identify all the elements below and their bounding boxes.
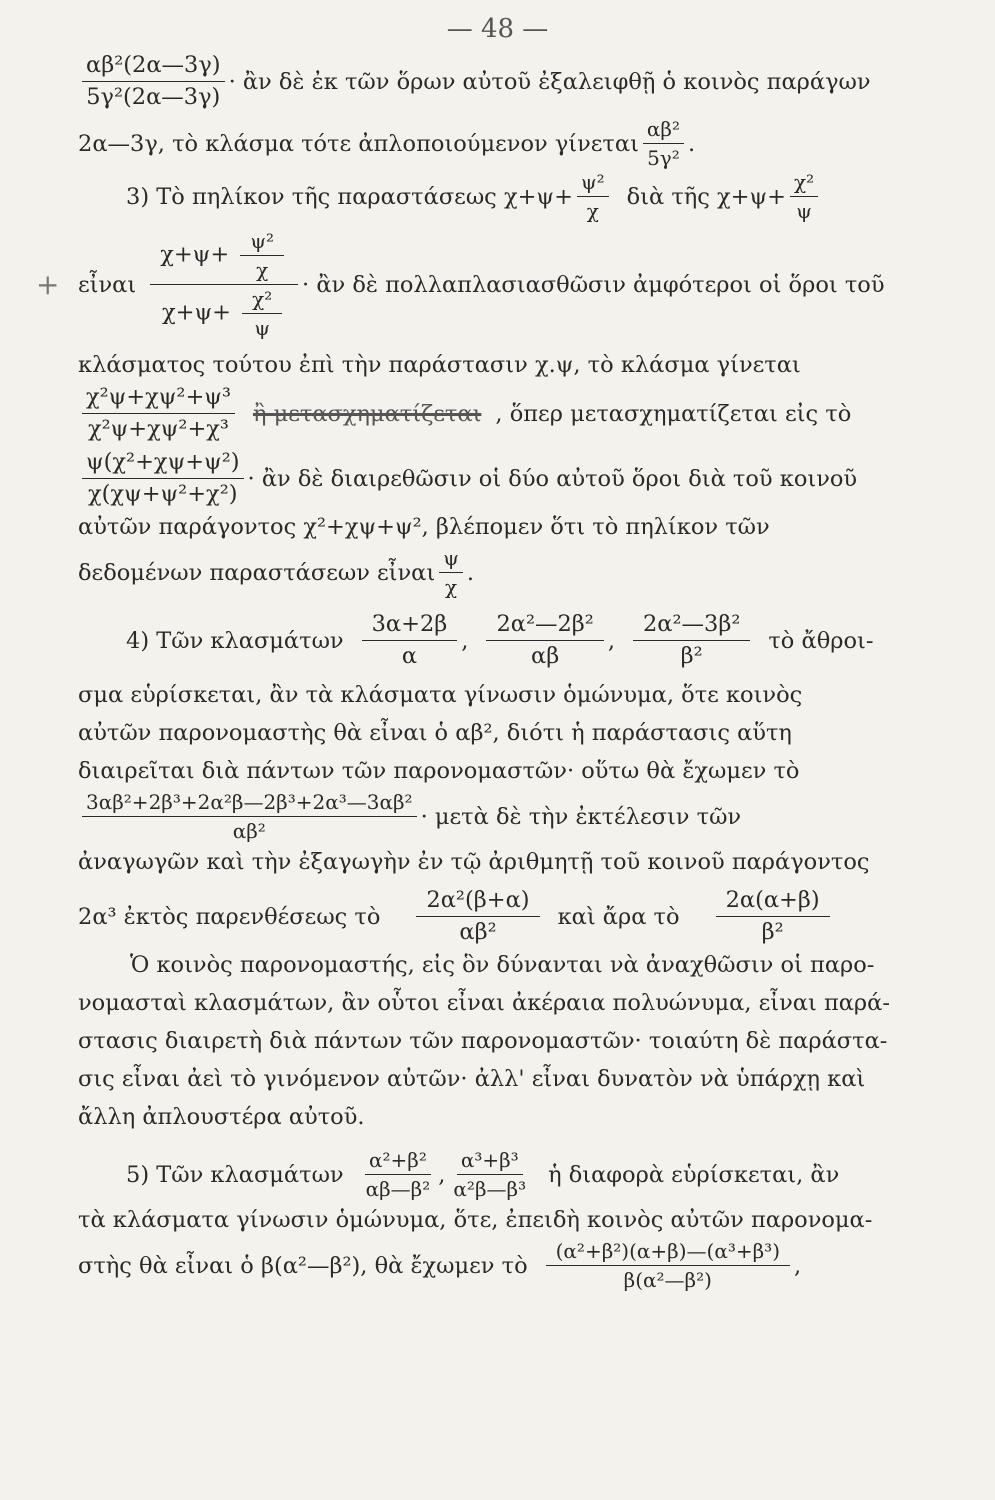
fraction-denominator: αβ—β² — [365, 1177, 431, 1201]
fraction-denominator: χ — [256, 258, 269, 282]
fraction — [240, 229, 284, 282]
fraction-numerator: χ²ψ+χψ²+ψ³ — [82, 384, 235, 414]
fraction-numerator: α³+β³ — [457, 1148, 523, 1175]
text-span: δεδομένων παραστάσεων εἶναι — [78, 559, 436, 586]
fraction-denominator: 5γ² — [647, 146, 680, 170]
text-line — [78, 346, 908, 384]
margin-cross-mark: + — [36, 268, 60, 301]
text-span: , ὅπερ μετασχηματίζεται εἰς τὸ — [495, 400, 852, 427]
text-span: στασις διαιρετὴ διὰ πάντων τῶν παρονομαστῶν· τοιαύτη δὲ παράστα- — [78, 1028, 888, 1054]
fraction — [82, 384, 235, 443]
fraction-numerator: 3α+2β — [362, 611, 458, 641]
fraction — [633, 611, 750, 670]
text-span: ἡ διαφορὰ εὑρίσκεται, ἂν — [548, 1161, 840, 1188]
fraction-denominator: αβ — [531, 643, 560, 669]
text-line — [78, 1098, 908, 1136]
page-number: — 48 — — [446, 14, 549, 44]
fraction-numerator: (α²+β²)(α+β)—(α³+β³) — [546, 1239, 790, 1266]
fraction-denominator — [152, 285, 296, 340]
fraction-numerator: χ² — [790, 170, 818, 197]
fraction-denominator: αβ² — [459, 919, 497, 945]
text-line — [78, 52, 908, 111]
text-line — [78, 546, 908, 599]
text-span: διὰ τῆς χ+ψ+ — [626, 183, 787, 210]
text-line — [78, 676, 908, 714]
fraction-numerator: ψ² — [240, 229, 284, 256]
fraction-denominator: 5γ²(2α—3γ) — [86, 84, 221, 110]
text-line — [78, 1239, 908, 1292]
text-span: . — [466, 559, 475, 586]
fraction — [82, 790, 417, 843]
text-span: τὸ ἄθροι- — [768, 627, 874, 654]
text-line — [78, 946, 908, 984]
text-line — [78, 508, 908, 546]
fraction-numerator: ψ — [439, 546, 463, 573]
text-span: , — [461, 627, 469, 654]
fraction-numerator: 2α²—2β² — [486, 611, 603, 641]
fraction — [577, 170, 609, 223]
fraction — [82, 449, 244, 508]
text-line — [78, 384, 908, 443]
text-span: αὐτῶν παράγοντος χ²+χψ+ψ², βλέπομεν ὅτι τὸ πηλίκον τῶν — [78, 514, 770, 540]
fraction-denominator: χ(χψ+ψ²+χ²) — [88, 481, 238, 507]
text-span: κλάσματος τούτου ἐπὶ τὴν παράστασιν χ.ψ, τὸ κλάσμα γίνεται — [78, 352, 801, 378]
text-span: · μετὰ δὲ τὴν ἐκτέλεσιν τῶν — [420, 803, 742, 830]
fraction-numerator: αβ²(2α—3γ) — [82, 52, 225, 82]
fraction — [362, 1148, 435, 1201]
fraction-denominator: ψ — [254, 316, 271, 340]
text-span: · ἂν δὲ διαιρεθῶσιν οἱ δύο αὐτοῦ ὅροι διὰ τοῦ κοινοῦ — [247, 465, 858, 492]
text-span: νομασταὶ κλασμάτων, ἂν οὗτοι εἶναι ἀκέραια πολυώνυμα, εἶναι παρά- — [78, 990, 890, 1016]
fraction-numerator: ψ² — [577, 170, 609, 197]
text-line — [78, 984, 908, 1022]
text-line — [78, 714, 908, 752]
text-span: αὐτῶν παρονομαστὴς θὰ εἶναι ὁ αβ², διότι ἡ παράστασις αὕτη — [78, 720, 792, 746]
text-line — [78, 1022, 908, 1060]
text-span: · ἂν δὲ πολλαπλασιασθῶσιν ἀμφότεροι οἱ ὅροι τοῦ — [302, 271, 885, 298]
fraction — [439, 546, 463, 599]
text-line — [78, 170, 908, 223]
fraction-numerator: α²+β² — [365, 1148, 431, 1175]
text-span: τὰ κλάσματα γίνωσιν ὁμώνυμα, ὅτε, ἐπειδὴ κοινὸς αὐτῶν παρονομα- — [78, 1207, 873, 1233]
text-span: ἄλλη ἀπλουστέρα αὐτοῦ. — [78, 1104, 365, 1130]
text-span: 2α—3γ, τὸ κλάσμα τότε ἀπλοποιούμενον γίνεται — [78, 130, 639, 157]
fraction-numerator: 2α²(β+α) — [416, 887, 539, 917]
text-span: εἶναι — [78, 271, 137, 298]
fraction-numerator: 2α²—3β² — [633, 611, 750, 641]
text-line — [78, 1201, 908, 1239]
text-span: καὶ ἄρα τὸ — [557, 903, 680, 930]
text-line — [78, 1060, 908, 1098]
text-span: σμα εὑρίσκεται, ἂν τὰ κλάσματα γίνωσιν ὁμώνυμα, ὅτε κοινὸς — [78, 682, 803, 708]
fraction — [416, 887, 539, 946]
text-span: · ἂν δὲ ἐκ τῶν ὅρων αὐτοῦ ἐξαλειφθῇ ὁ κοινὸς παράγων — [228, 68, 871, 95]
fraction-denominator: ψ — [796, 199, 812, 223]
text-line — [78, 843, 908, 881]
text-line — [78, 752, 908, 790]
text-span: 4) Τῶν κλασμάτων — [126, 627, 344, 654]
fraction-numerator: αβ² — [643, 117, 684, 144]
fraction — [546, 1239, 790, 1292]
text-span: , — [794, 1252, 802, 1279]
text-line — [78, 790, 908, 843]
text-span: 3) Τὸ πηλίκον τῆς παραστάσεως χ+ψ+ — [126, 183, 573, 210]
text-span: ἀναγωγῶν καὶ τὴν ἐξαγωγὴν ἐν τῷ ἀριθμητῇ τοῦ κοινοῦ παράγοντος — [78, 849, 870, 875]
text-line — [78, 887, 908, 946]
fraction-denominator: α — [401, 643, 418, 669]
fraction-numerator: 2α(α+β) — [716, 887, 830, 917]
text-line — [78, 229, 908, 340]
fraction-denominator: β² — [680, 643, 703, 669]
text-span: Ὁ κοινὸς παρονομαστής, εἰς ὃν δύνανται νὰ ἀναχθῶσιν οἱ παρο- — [130, 952, 875, 978]
fraction-numerator: χ² — [242, 287, 282, 314]
text-span: σις εἶναι ἀεὶ τὸ γινόμενον αὐτῶν· ἀλλ' εἶναι δυνατὸν νὰ ὑπάρχῃ καὶ — [78, 1066, 866, 1092]
fraction-numerator: ψ(χ²+χψ+ψ²) — [82, 449, 244, 479]
fraction — [643, 117, 684, 170]
text-span: χ+ψ+ — [161, 299, 231, 326]
text-span: 2α³ ἐκτὸς παρενθέσεως τὸ — [78, 903, 381, 930]
fraction — [486, 611, 603, 670]
text-span: χ+ψ+ — [160, 241, 230, 268]
text-line — [78, 1148, 908, 1201]
compound-fraction — [150, 229, 298, 340]
text-span: . — [687, 130, 696, 157]
fraction-denominator: χ — [444, 575, 458, 599]
fraction — [242, 287, 282, 340]
fraction-denominator: β(α²—β²) — [623, 1268, 712, 1292]
fraction — [449, 1148, 530, 1201]
fraction-denominator: χ²ψ+χψ²+χ³ — [88, 416, 229, 442]
text-span: , — [438, 1161, 446, 1188]
fraction-denominator: α²β—β³ — [453, 1177, 527, 1201]
fraction-numerator: 3αβ²+2β³+2α²β—2β³+2α³—3αβ² — [82, 790, 417, 817]
fraction-denominator: β² — [761, 919, 784, 945]
fraction — [82, 52, 225, 111]
fraction-denominator: χ — [586, 199, 599, 223]
text-span: διαιρεῖται διὰ πάντων τῶν παρονομαστῶν· οὕτω θὰ ἔχωμεν τὸ — [78, 758, 800, 784]
fraction — [362, 611, 458, 670]
text-span: στὴς θὰ εἶναι ὁ β(α²—β²), θὰ ἔχωμεν τὸ — [78, 1252, 528, 1279]
struck-out-text: ἢ μετασχηματίζεται — [252, 400, 482, 427]
text-span: , — [607, 627, 615, 654]
text-line — [78, 449, 908, 508]
fraction-numerator — [150, 229, 298, 285]
text-span: 5) Τῶν κλασμάτων — [126, 1161, 344, 1188]
fraction-denominator: αβ² — [232, 819, 266, 843]
fraction — [790, 170, 818, 223]
text-line — [78, 117, 908, 170]
fraction — [716, 887, 830, 946]
text-line — [78, 611, 908, 670]
page-body — [78, 52, 908, 1292]
